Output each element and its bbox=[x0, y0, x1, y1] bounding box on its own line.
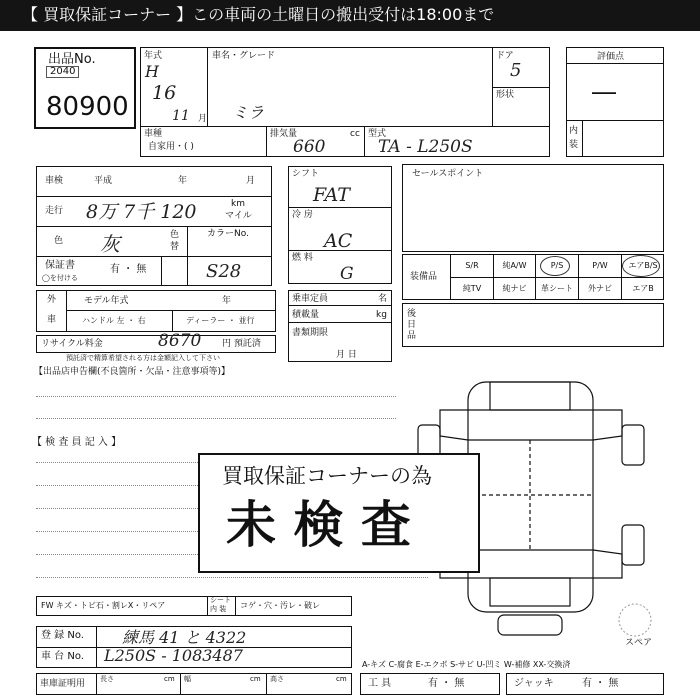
capacity-label: 乗車定員 bbox=[292, 294, 329, 304]
ac-value: AC bbox=[324, 230, 353, 252]
model-year-label: モデル年式 bbox=[84, 296, 129, 306]
model-year-unit: 年 bbox=[222, 296, 232, 306]
recycle-value: 8670 bbox=[158, 331, 202, 351]
sales-point-label: セールスポイント bbox=[412, 169, 484, 179]
inspection-year-unit: 年 bbox=[178, 176, 188, 186]
color-number-value: S28 bbox=[206, 261, 242, 282]
vehicle-kind-value: 自家用・( ) bbox=[148, 142, 194, 152]
rear-label-3: 品 bbox=[407, 331, 417, 341]
vehicle-kind-label: 車種 bbox=[144, 129, 163, 139]
registration-label: 登 録 No. bbox=[41, 630, 84, 641]
warranty-sub: ◯を付ける bbox=[42, 274, 78, 282]
equip-navi: 純ナビ bbox=[502, 284, 527, 293]
jack-label: ジャッキ bbox=[514, 678, 554, 689]
shape-label: 形状 bbox=[496, 90, 515, 100]
stamp-line-1: 買取保証コーナーの為 bbox=[222, 464, 432, 488]
cert-width-unit: cm bbox=[250, 675, 261, 683]
car-name-label: 車名・グレード bbox=[212, 51, 276, 61]
cert-height-unit: cm bbox=[336, 675, 347, 683]
exhibitor-notes-label: 【出品店申告欄(不良箇所・欠品・注意事項等)】 bbox=[34, 367, 231, 377]
equip-alloy-wheel: 純A/W bbox=[502, 261, 527, 270]
equipment-circle-mark bbox=[540, 256, 570, 276]
mileage-label: 走行 bbox=[45, 206, 64, 216]
interior-label-1: 内 bbox=[569, 126, 579, 136]
equipment-scribble bbox=[622, 255, 660, 277]
mileage-value: 8万 7千 120 bbox=[86, 201, 197, 223]
equip-airbag: エアB bbox=[632, 284, 654, 293]
displacement-label: 排気量 bbox=[270, 129, 298, 139]
cert-width: 幅 bbox=[184, 675, 191, 683]
recycle-label: リサイクル料金 bbox=[41, 339, 103, 349]
color-change-2: 替 bbox=[170, 242, 180, 252]
lot-sub-number: 2040 bbox=[46, 66, 79, 78]
mileage-unit-mile: マイル bbox=[225, 211, 252, 221]
color-label: 色 bbox=[54, 236, 64, 246]
inspection-era: 平成 bbox=[94, 176, 113, 186]
spare-label: スペア bbox=[625, 638, 653, 648]
color-value: 灰 bbox=[100, 232, 120, 256]
tools-options: 有 ・ 無 bbox=[428, 678, 465, 689]
recycle-unit: 円 預託済 bbox=[222, 339, 261, 349]
shift-value: FAT bbox=[313, 184, 350, 206]
chassis-value: L250S - 1083487 bbox=[104, 646, 243, 665]
inspection-label: 車検 bbox=[45, 176, 64, 186]
inspection-month-unit: 月 bbox=[246, 176, 256, 186]
lot-label: 出品No. bbox=[48, 52, 96, 67]
stamp-line-2: 未 検 査 bbox=[226, 496, 411, 554]
equip-power-steering: P/S bbox=[550, 261, 564, 270]
cert-length: 長さ bbox=[100, 675, 114, 683]
car-name-value: ミラ bbox=[232, 103, 265, 122]
color-number-label: カラーNo. bbox=[207, 229, 249, 239]
year-era: H bbox=[145, 62, 159, 81]
registration-value: 練馬 41 と 4322 bbox=[122, 628, 247, 647]
tools-label: 工 具 bbox=[368, 678, 392, 689]
equipment-label: 装備品 bbox=[410, 272, 438, 282]
rear-label-1: 後 bbox=[407, 309, 417, 319]
displacement-value: 660 bbox=[293, 137, 326, 157]
grade-value: ― bbox=[592, 78, 616, 106]
recycle-note: 預託済で精算希望される方は金額記入して下さい bbox=[66, 354, 220, 362]
garage-cert-label: 車庫証明用 bbox=[40, 679, 86, 689]
foreign-label-2: 車 bbox=[47, 315, 57, 325]
documents-label: 書類期限 bbox=[292, 328, 329, 338]
year-month-unit: 月 bbox=[198, 114, 208, 124]
fuel-label: 燃 料 bbox=[292, 253, 313, 263]
model-code-label: 型式 bbox=[368, 129, 387, 139]
jack-options: 有 ・ 無 bbox=[582, 678, 619, 689]
banner-text: 【 買取保証コーナー 】この車両の土曜日の搬出受付は18:00まで bbox=[22, 5, 495, 24]
top-grid bbox=[140, 47, 550, 157]
color-change-1: 色 bbox=[170, 230, 180, 240]
door-label: ドア bbox=[496, 51, 514, 61]
year-month: 11 bbox=[172, 108, 190, 124]
interior-defects: コゲ・穴・汚レ・破レ bbox=[240, 601, 320, 610]
year-label: 年式 bbox=[144, 51, 163, 61]
year-value: 16 bbox=[152, 82, 177, 104]
model-code-value: TA - L250S bbox=[378, 137, 473, 157]
grade-label: 評価点 bbox=[597, 52, 625, 62]
displacement-unit: cc bbox=[350, 129, 360, 139]
rear-box bbox=[402, 303, 664, 347]
rear-label-2: 日 bbox=[407, 320, 417, 330]
interior-defect-label-1: シート bbox=[210, 596, 231, 604]
dealer-option: ディーラー ・ 並行 bbox=[186, 316, 255, 325]
interior-label-2: 装 bbox=[569, 140, 579, 150]
equip-leather: 革シート bbox=[541, 284, 573, 293]
cert-height: 高さ bbox=[270, 675, 284, 683]
lot-number: 80900 bbox=[46, 92, 129, 122]
chassis-label: 車 台 No. bbox=[41, 651, 84, 662]
equip-sunroof: S/R bbox=[465, 261, 479, 270]
inspector-label: 【 検 査 員 記 入 】 bbox=[32, 437, 122, 448]
cert-length-unit: cm bbox=[164, 675, 175, 683]
equip-airbag-side: エアB/S bbox=[628, 261, 658, 270]
fw-defects: FW キズ・トビ石・割レX・リペア bbox=[41, 601, 166, 610]
ac-label: 冷 房 bbox=[292, 210, 313, 220]
mileage-unit-km: km bbox=[231, 199, 245, 209]
documents-unit: 月 日 bbox=[336, 350, 357, 360]
door-value: 5 bbox=[510, 60, 522, 81]
damage-legend: A-キズ C-腐食 E-エクボ S-サビ U-凹ミ W-補修 XX-交換済 bbox=[362, 660, 571, 669]
load-unit: kg bbox=[376, 310, 387, 320]
shift-label: シフト bbox=[292, 169, 320, 179]
capacity-unit: 名 bbox=[378, 294, 388, 304]
handle-option: ハンドル 左 ・ 右 bbox=[82, 316, 146, 325]
equip-ext-navi: 外ナビ bbox=[588, 284, 612, 293]
equip-power-window: P/W bbox=[592, 261, 608, 270]
equip-tv: 純TV bbox=[462, 284, 482, 293]
warranty-options: 有 ・ 無 bbox=[110, 264, 147, 275]
fuel-value: G bbox=[340, 264, 354, 284]
interior-defect-label-2: 内 装 bbox=[210, 605, 227, 613]
warranty-label: 保証書 bbox=[45, 260, 75, 271]
foreign-label-1: 外 bbox=[47, 295, 57, 305]
load-label: 積載量 bbox=[292, 310, 320, 320]
